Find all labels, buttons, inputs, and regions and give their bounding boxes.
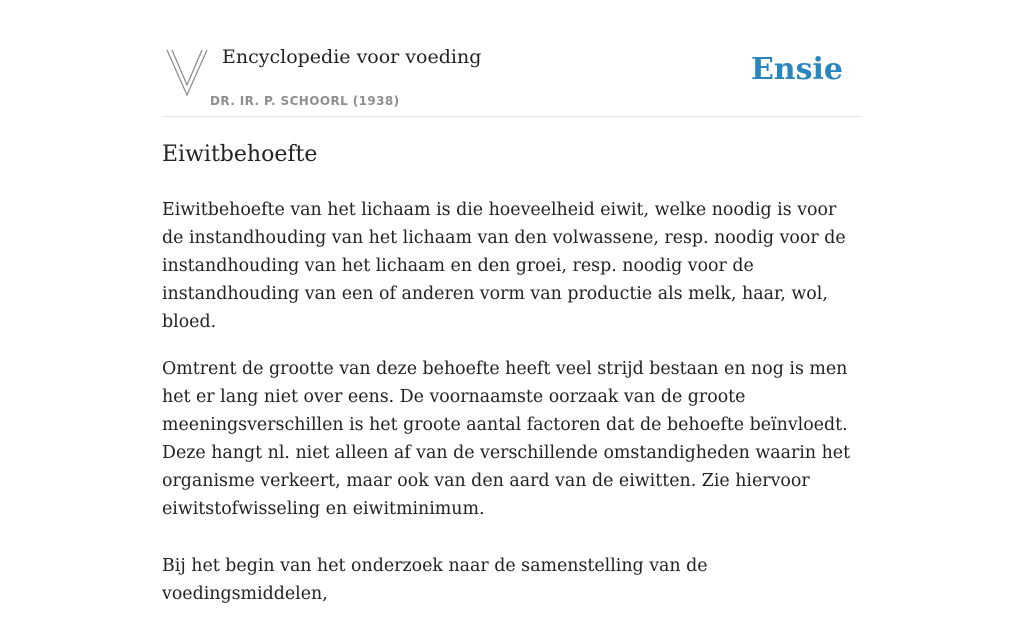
article-paragraph: Bij het begin van het onderzoek naar de samenstelling van de voedingsmiddelen, (162, 556, 708, 604)
article-paragraph: Eiwitbehoefte van het lichaam is die hoeveelheid eiwit, welke noodig is voor de instandhouding van het lichaam van den volwassene, resp. noodig voor de instandhouding van het lichaam en den groei, resp. noodig voor de instandhouding van een of anderen vorm van productie als melk, haar, wol, bloed. (162, 200, 846, 332)
book-title[interactable]: Encyclopedie voor voeding (222, 46, 482, 68)
author-label: DR. IR. P. SCHOORL (1938) (210, 94, 400, 108)
brand-logo[interactable]: Ensie (750, 52, 843, 87)
article-paragraph: Omtrent de grootte van deze behoefte heeft veel strijd bestaan en nog is men het er lang niet over eens. De voornaamste oorzaak van de groote meeningsverschillen is het groote aantal factoren dat de behoefte beïnvloedt. Deze hangt nl. niet alleen af van de verschillende omstandigheden waarin het organisme verkeert, maar ook van den aard van de eiwitten. Zie hiervoor eiwitstofwisseling en eiwitminimum. (162, 359, 851, 519)
v-logo-icon[interactable] (165, 49, 209, 97)
article (162, 140, 862, 627)
entry-title: Eiwitbehoefte (162, 142, 318, 167)
header (162, 0, 862, 117)
